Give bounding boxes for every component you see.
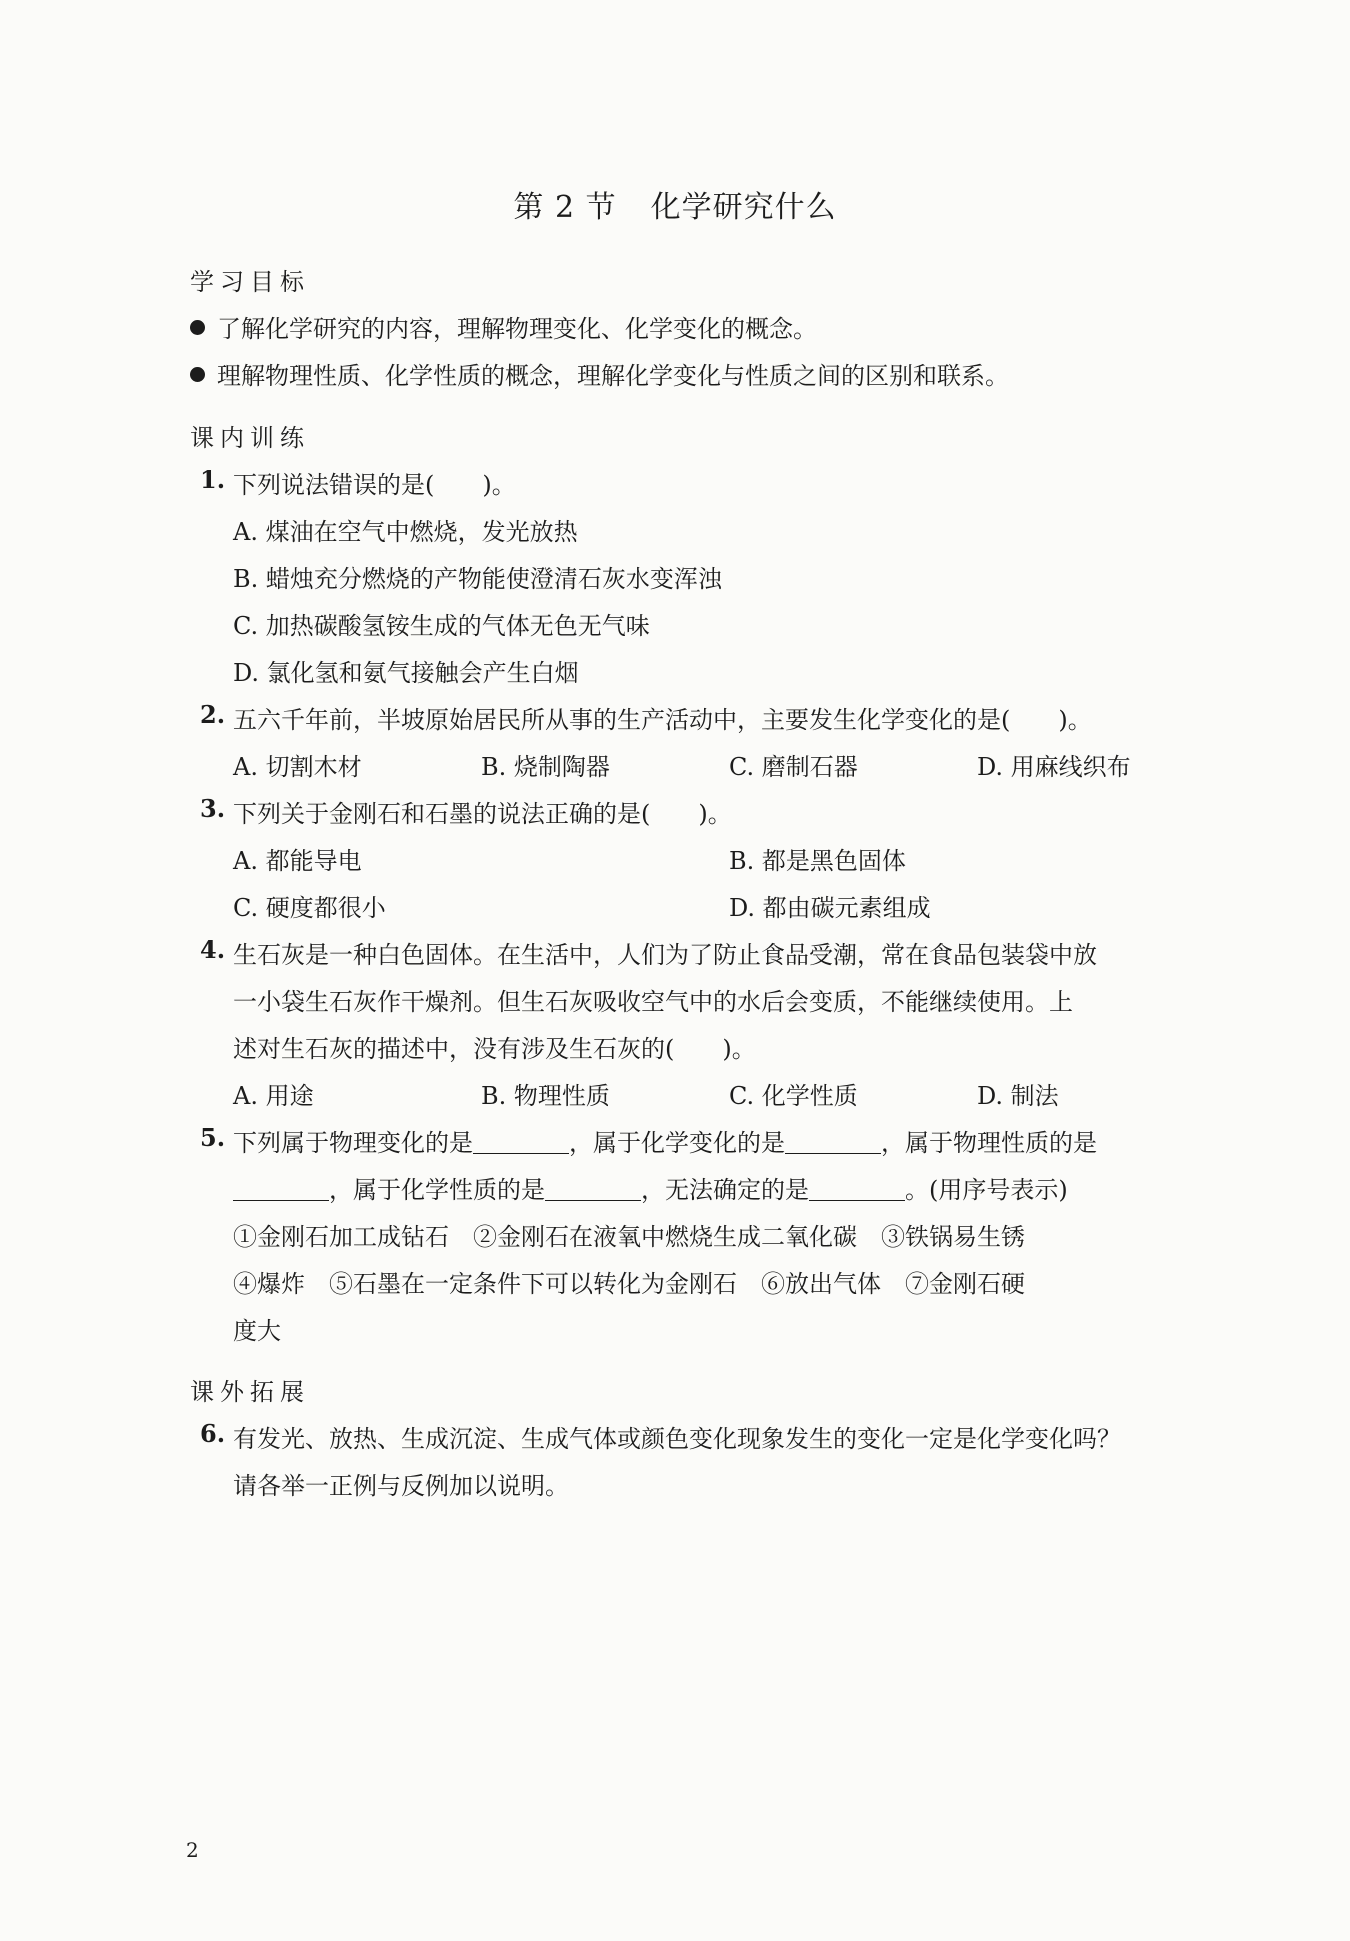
q3-option-d: D. 都由碳元素组成 bbox=[729, 894, 931, 922]
question-5-items-line-2: ④爆炸 ⑤石墨在一定条件下可以转化为金刚石 ⑥放出气体 ⑦金刚石硬 bbox=[233, 1270, 1025, 1298]
question-6-line-1: 有发光、放热、生成沉淀、生成气体或颜色变化现象发生的变化一定是化学变化吗？ bbox=[233, 1425, 1121, 1453]
question-5-line-2: ，属于化学性质的是 ，无法确定的是 。(用序号表示) bbox=[233, 1170, 1068, 1205]
goals-heading: 学习目标 bbox=[190, 268, 310, 296]
question-1-number: 1. bbox=[200, 465, 226, 494]
q4-option-d: D. 制法 bbox=[977, 1082, 1059, 1110]
q2-option-b: B. 烧制陶器 bbox=[481, 753, 610, 781]
q3-option-a: A. 都能导电 bbox=[233, 847, 362, 875]
question-5-line-1: 下列属于物理变化的是 ，属于化学变化的是 ，属于物理性质的是 bbox=[233, 1129, 1097, 1157]
question-5-items-line-3: 度大 bbox=[233, 1317, 281, 1345]
q2-option-d: D. 用麻线织布 bbox=[977, 753, 1131, 781]
answer-blank[interactable] bbox=[473, 1131, 569, 1154]
q1-option-d: D. 氯化氢和氨气接触会产生白烟 bbox=[233, 659, 579, 687]
goal-item: 了解化学研究的内容，理解物理变化、化学变化的概念。 bbox=[190, 309, 817, 344]
q4-option-a: A. 用途 bbox=[233, 1082, 314, 1110]
question-4-number: 4. bbox=[200, 935, 226, 964]
q1-option-b: B. 蜡烛充分燃烧的产物能使澄清石灰水变浑浊 bbox=[233, 565, 722, 593]
question-6-number: 6. bbox=[200, 1419, 226, 1448]
q4-option-c: C. 化学性质 bbox=[729, 1082, 858, 1110]
question-3-stem: 下列关于金刚石和石墨的说法正确的是( )。 bbox=[233, 800, 732, 828]
question-4-line-3: 述对生石灰的描述中，没有涉及生石灰的( )。 bbox=[233, 1035, 756, 1063]
answer-blank[interactable] bbox=[785, 1131, 881, 1154]
q2-option-c: C. 磨制石器 bbox=[729, 753, 858, 781]
extension-heading: 课外拓展 bbox=[190, 1378, 310, 1406]
question-4-line-1: 生石灰是一种白色固体。在生活中，人们为了防止食品受潮，常在食品包装袋中放 bbox=[233, 941, 1097, 969]
q3-option-b: B. 都是黑色固体 bbox=[729, 847, 906, 875]
question-1-stem: 下列说法错误的是( )。 bbox=[233, 471, 516, 499]
question-2-number: 2. bbox=[200, 700, 226, 729]
page-title bbox=[0, 182, 1350, 226]
q2-option-a: A. 切割木材 bbox=[233, 753, 362, 781]
q3-option-c: C. 硬度都很小 bbox=[233, 894, 386, 922]
q4-option-b: B. 物理性质 bbox=[481, 1082, 610, 1110]
q1-option-c: C. 加热碳酸氢铵生成的气体无色无气味 bbox=[233, 612, 650, 640]
bullet-icon bbox=[190, 367, 205, 382]
inclass-heading: 课内训练 bbox=[190, 424, 310, 452]
section-number: 第 2 节 bbox=[513, 190, 617, 225]
question-6-line-2: 请各举一正例与反例加以说明。 bbox=[233, 1472, 569, 1500]
answer-blank[interactable] bbox=[545, 1178, 641, 1201]
answer-blank[interactable] bbox=[233, 1178, 329, 1201]
question-4-line-2: 一小袋生石灰作干燥剂。但生石灰吸收空气中的水后会变质，不能继续使用。上 bbox=[233, 988, 1073, 1016]
question-2-stem: 五六千年前，半坡原始居民所从事的生产活动中，主要发生化学变化的是( )。 bbox=[233, 706, 1092, 734]
goal-item: 理解物理性质、化学性质的概念，理解化学变化与性质之间的区别和联系。 bbox=[190, 356, 1009, 391]
answer-blank[interactable] bbox=[809, 1178, 905, 1201]
page-number: 2 bbox=[186, 1838, 199, 1862]
question-5-number: 5. bbox=[200, 1123, 226, 1152]
bullet-icon bbox=[190, 320, 205, 335]
question-5-items-line-1: ①金刚石加工成钻石 ②金刚石在液氧中燃烧生成二氧化碳 ③铁锅易生锈 bbox=[233, 1223, 1025, 1251]
q1-option-a: A. 煤油在空气中燃烧，发光放热 bbox=[233, 518, 578, 546]
section-name: 化学研究什么 bbox=[650, 190, 837, 225]
question-3-number: 3. bbox=[200, 794, 226, 823]
